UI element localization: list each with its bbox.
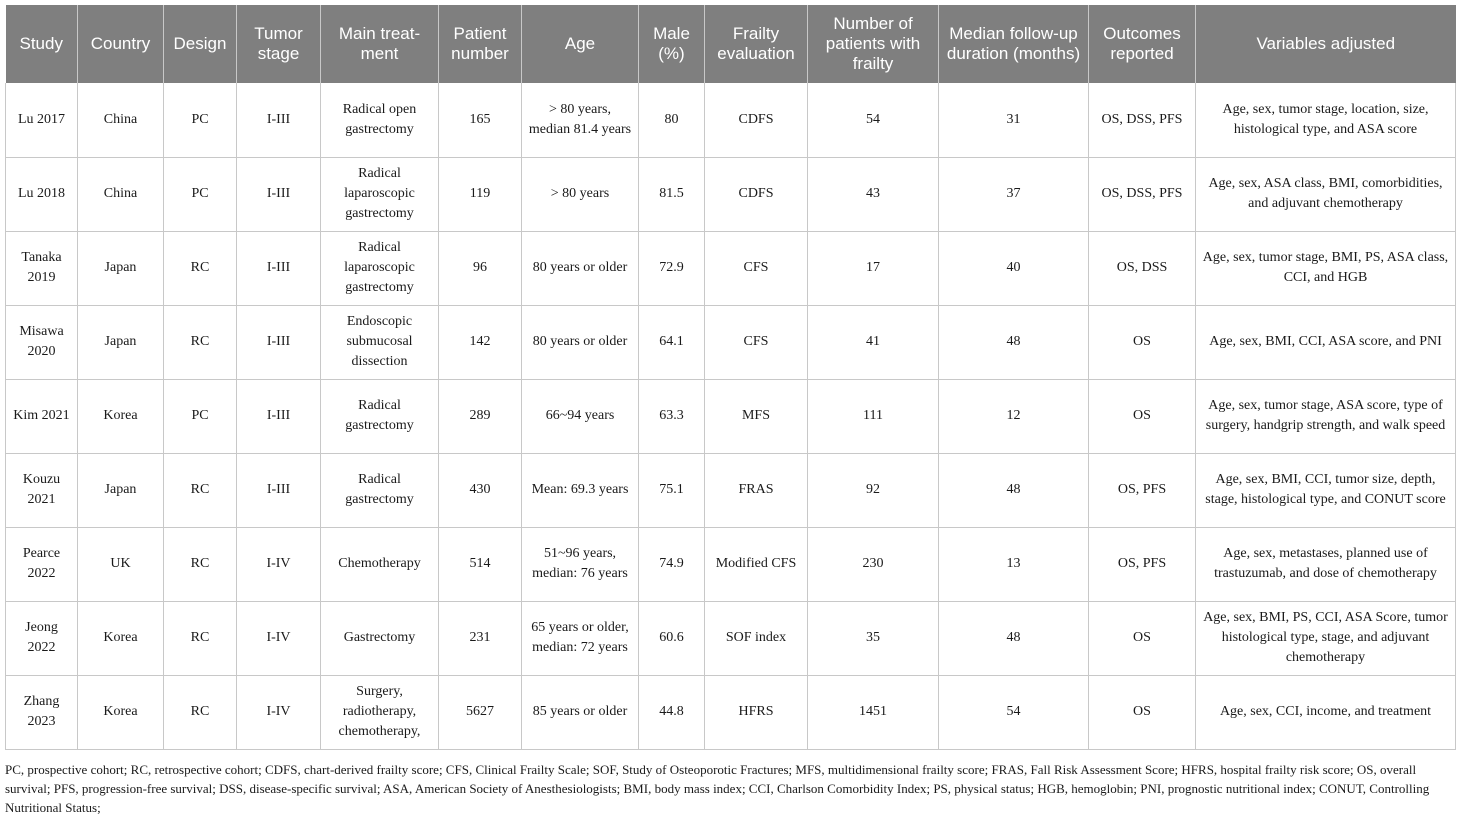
- male-percent-cell: 74.9: [639, 527, 705, 601]
- country-cell: Japan: [78, 305, 164, 379]
- frailty-evaluation-cell: CFS: [705, 231, 808, 305]
- age-cell: 65 years or older, median: 72 years: [522, 601, 639, 675]
- male-percent-cell: 64.1: [639, 305, 705, 379]
- age-cell: 51~96 years, median: 76 years: [522, 527, 639, 601]
- header-design: Design: [164, 5, 237, 83]
- tumor-stage-cell: I-III: [237, 379, 321, 453]
- patient-number-cell: 514: [439, 527, 522, 601]
- country-cell: Japan: [78, 231, 164, 305]
- country-cell: Japan: [78, 453, 164, 527]
- male-percent-cell: 72.9: [639, 231, 705, 305]
- table-row: [6, 157, 1456, 231]
- variables-adjusted-cell: Age, sex, tumor stage, BMI, PS, ASA class, CCI, and HGB: [1196, 231, 1456, 305]
- patients-with-frailty-cell: 41: [808, 305, 939, 379]
- age-cell: 80 years or older: [522, 305, 639, 379]
- main-treatment-cell: Endoscopic submucosal dissection: [321, 305, 439, 379]
- table-row: [6, 83, 1456, 157]
- tumor-stage-cell: I-III: [237, 453, 321, 527]
- frailty-evaluation-cell: MFS: [705, 379, 808, 453]
- country-cell: Korea: [78, 379, 164, 453]
- male-percent-cell: 44.8: [639, 675, 705, 749]
- header-median-follow-up: Median follow-up duration (months): [939, 5, 1089, 83]
- table-row: [6, 305, 1456, 379]
- male-percent-cell: 63.3: [639, 379, 705, 453]
- main-treatment-cell: Surgery, radiotherapy, chemotherapy,: [321, 675, 439, 749]
- median-follow-up-cell: 48: [939, 305, 1089, 379]
- header-tumor-stage: Tumor stage: [237, 5, 321, 83]
- median-follow-up-cell: 54: [939, 675, 1089, 749]
- table-body: [6, 83, 1456, 749]
- frailty-evaluation-cell: CDFS: [705, 83, 808, 157]
- variables-adjusted-cell: Age, sex, tumor stage, location, size, histological type, and ASA score: [1196, 83, 1456, 157]
- variables-adjusted-cell: Age, sex, metastases, planned use of trastuzumab, and dose of chemotherapy: [1196, 527, 1456, 601]
- frailty-evaluation-cell: Modified CFS: [705, 527, 808, 601]
- header-row: [6, 5, 1456, 83]
- table-row: [6, 379, 1456, 453]
- age-cell: 85 years or older: [522, 675, 639, 749]
- patients-with-frailty-cell: 54: [808, 83, 939, 157]
- study-cell: Tanaka 2019: [6, 231, 78, 305]
- patient-number-cell: 231: [439, 601, 522, 675]
- outcomes-reported-cell: OS: [1089, 675, 1196, 749]
- main-treatment-cell: Radical gastrectomy: [321, 453, 439, 527]
- main-treatment-cell: Radical laparoscopic gastrectomy: [321, 157, 439, 231]
- study-cell: Misawa 2020: [6, 305, 78, 379]
- variables-adjusted-cell: Age, sex, ASA class, BMI, comorbidities, and adjuvant chemotherapy: [1196, 157, 1456, 231]
- header-main-treatment: Main treat-ment: [321, 5, 439, 83]
- outcomes-reported-cell: OS, DSS: [1089, 231, 1196, 305]
- tumor-stage-cell: I-III: [237, 231, 321, 305]
- header-patients-with-frailty: Number of patients with frailty: [808, 5, 939, 83]
- variables-adjusted-cell: Age, sex, CCI, income, and treatment: [1196, 675, 1456, 749]
- outcomes-reported-cell: OS, PFS: [1089, 527, 1196, 601]
- country-cell: Korea: [78, 675, 164, 749]
- design-cell: RC: [164, 453, 237, 527]
- median-follow-up-cell: 48: [939, 601, 1089, 675]
- frailty-evaluation-cell: CFS: [705, 305, 808, 379]
- variables-adjusted-cell: Age, sex, BMI, PS, CCI, ASA Score, tumor histological type, stage, and adjuvant chemotherapy: [1196, 601, 1456, 675]
- outcomes-reported-cell: OS, PFS: [1089, 453, 1196, 527]
- frailty-evaluation-cell: HFRS: [705, 675, 808, 749]
- study-cell: Jeong 2022: [6, 601, 78, 675]
- patient-number-cell: 142: [439, 305, 522, 379]
- male-percent-cell: 81.5: [639, 157, 705, 231]
- country-cell: UK: [78, 527, 164, 601]
- tumor-stage-cell: I-IV: [237, 527, 321, 601]
- male-percent-cell: 60.6: [639, 601, 705, 675]
- patient-number-cell: 289: [439, 379, 522, 453]
- tumor-stage-cell: I-III: [237, 305, 321, 379]
- age-cell: > 80 years: [522, 157, 639, 231]
- outcomes-reported-cell: OS: [1089, 305, 1196, 379]
- design-cell: RC: [164, 675, 237, 749]
- male-percent-cell: 75.1: [639, 453, 705, 527]
- frailty-evaluation-cell: FRAS: [705, 453, 808, 527]
- country-cell: China: [78, 83, 164, 157]
- country-cell: Korea: [78, 601, 164, 675]
- table-row: [6, 231, 1456, 305]
- patient-number-cell: 96: [439, 231, 522, 305]
- study-cell: Kouzu 2021: [6, 453, 78, 527]
- frailty-evaluation-cell: SOF index: [705, 601, 808, 675]
- study-characteristics-table: [5, 5, 1456, 750]
- patients-with-frailty-cell: 35: [808, 601, 939, 675]
- patient-number-cell: 165: [439, 83, 522, 157]
- header-age: Age: [522, 5, 639, 83]
- patients-with-frailty-cell: 230: [808, 527, 939, 601]
- design-cell: RC: [164, 231, 237, 305]
- age-cell: 80 years or older: [522, 231, 639, 305]
- patients-with-frailty-cell: 92: [808, 453, 939, 527]
- header-variables-adjusted: Variables adjusted: [1196, 5, 1456, 83]
- study-cell: Lu 2018: [6, 157, 78, 231]
- main-treatment-cell: Gastrectomy: [321, 601, 439, 675]
- outcomes-reported-cell: OS: [1089, 601, 1196, 675]
- tumor-stage-cell: I-III: [237, 83, 321, 157]
- tumor-stage-cell: I-III: [237, 157, 321, 231]
- table-row: [6, 527, 1456, 601]
- frailty-evaluation-cell: CDFS: [705, 157, 808, 231]
- variables-adjusted-cell: Age, sex, BMI, CCI, tumor size, depth, stage, histological type, and CONUT score: [1196, 453, 1456, 527]
- median-follow-up-cell: 13: [939, 527, 1089, 601]
- table-row: [6, 601, 1456, 675]
- study-cell: Kim 2021: [6, 379, 78, 453]
- outcomes-reported-cell: OS, DSS, PFS: [1089, 83, 1196, 157]
- design-cell: PC: [164, 157, 237, 231]
- outcomes-reported-cell: OS: [1089, 379, 1196, 453]
- age-cell: Mean: 69.3 years: [522, 453, 639, 527]
- design-cell: PC: [164, 379, 237, 453]
- design-cell: PC: [164, 83, 237, 157]
- header-study: Study: [6, 5, 78, 83]
- patients-with-frailty-cell: 17: [808, 231, 939, 305]
- header-outcomes-reported: Outcomes reported: [1089, 5, 1196, 83]
- header-patient-number: Patient number: [439, 5, 522, 83]
- table-footnote: PC, prospective cohort; RC, retrospective cohort; CDFS, chart-derived frailty score; CFS, Clinical Frailty Scale; SOF, Study of Osteoporotic Fractures; MFS, multidimensional frailty score; FRAS, Fall Risk Assessment Score; HFRS, hospital frailty risk score; OS, overall survival; PFS, progression-free survival; DSS, disease-specific survival; ASA, American Society of Anesthesiologists; BMI, body mass index; CCI, Charlson Comorbidity Index; PS, physical status; HGB, hemoglobin; PNI, prognostic nutritional index; CONUT, Controlling Nutritional Status;: [5, 761, 1430, 815]
- tumor-stage-cell: I-IV: [237, 601, 321, 675]
- design-cell: RC: [164, 601, 237, 675]
- table-header: [6, 5, 1456, 83]
- main-treatment-cell: Radical laparoscopic gastrectomy: [321, 231, 439, 305]
- variables-adjusted-cell: Age, sex, tumor stage, ASA score, type of surgery, handgrip strength, and walk speed: [1196, 379, 1456, 453]
- age-cell: 66~94 years: [522, 379, 639, 453]
- tumor-stage-cell: I-IV: [237, 675, 321, 749]
- main-treatment-cell: Chemotherapy: [321, 527, 439, 601]
- age-cell: > 80 years, median 81.4 years: [522, 83, 639, 157]
- median-follow-up-cell: 31: [939, 83, 1089, 157]
- header-frailty-evaluation: Frailty evaluation: [705, 5, 808, 83]
- patients-with-frailty-cell: 111: [808, 379, 939, 453]
- design-cell: RC: [164, 527, 237, 601]
- country-cell: China: [78, 157, 164, 231]
- study-characteristics-table-container: [5, 5, 1455, 817]
- study-cell: Pearce 2022: [6, 527, 78, 601]
- study-cell: Zhang 2023: [6, 675, 78, 749]
- header-country: Country: [78, 5, 164, 83]
- table-row: [6, 675, 1456, 749]
- table-row: [6, 453, 1456, 527]
- patient-number-cell: 119: [439, 157, 522, 231]
- main-treatment-cell: Radical open gastrectomy: [321, 83, 439, 157]
- median-follow-up-cell: 37: [939, 157, 1089, 231]
- outcomes-reported-cell: OS, DSS, PFS: [1089, 157, 1196, 231]
- median-follow-up-cell: 40: [939, 231, 1089, 305]
- design-cell: RC: [164, 305, 237, 379]
- variables-adjusted-cell: Age, sex, BMI, CCI, ASA score, and PNI: [1196, 305, 1456, 379]
- header-male-percent: Male (%): [639, 5, 705, 83]
- patients-with-frailty-cell: 1451: [808, 675, 939, 749]
- patient-number-cell: 430: [439, 453, 522, 527]
- study-cell: Lu 2017: [6, 83, 78, 157]
- patient-number-cell: 5627: [439, 675, 522, 749]
- patients-with-frailty-cell: 43: [808, 157, 939, 231]
- median-follow-up-cell: 48: [939, 453, 1089, 527]
- male-percent-cell: 80: [639, 83, 705, 157]
- median-follow-up-cell: 12: [939, 379, 1089, 453]
- main-treatment-cell: Radical gastrectomy: [321, 379, 439, 453]
